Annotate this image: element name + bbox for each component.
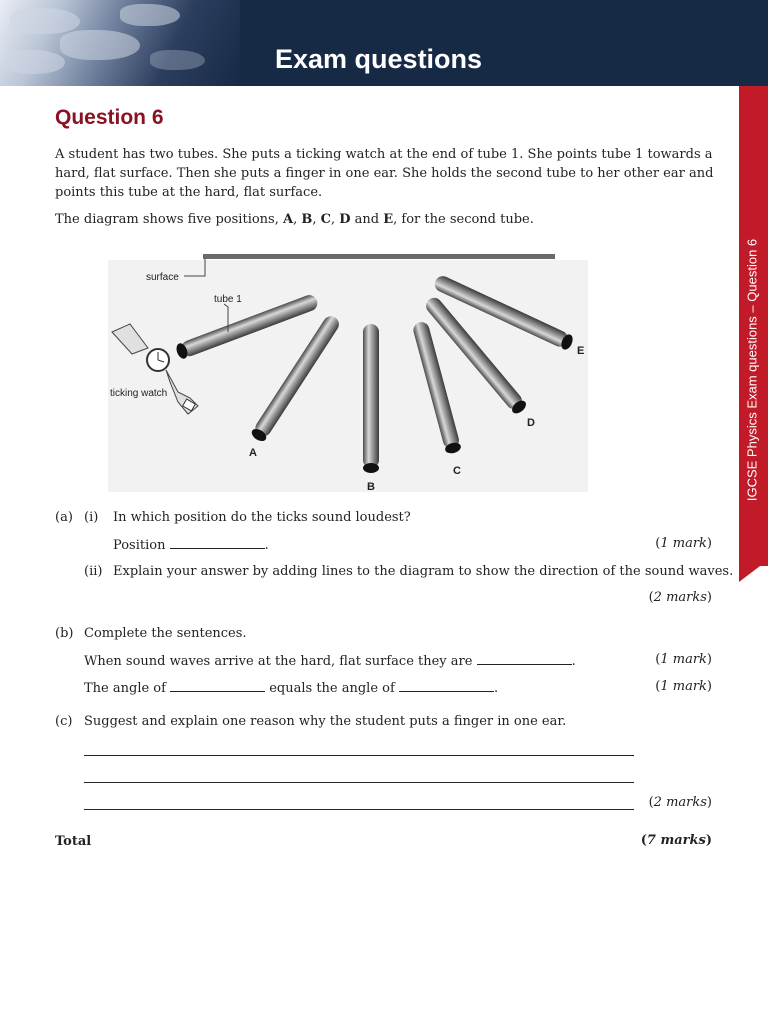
diagram-background xyxy=(108,260,588,492)
position-answer-blank[interactable] xyxy=(170,536,265,549)
part-b-text: Complete the sentences. xyxy=(84,626,247,641)
part-a-i-num: (i) xyxy=(84,510,99,525)
sentence-2-blank-1[interactable] xyxy=(170,679,265,692)
total-marks: (7 marks) xyxy=(640,833,712,848)
answer-line-3[interactable] xyxy=(84,809,634,810)
position-answer-row: Position . xyxy=(113,538,269,553)
marks-b-2: (1 mark) xyxy=(655,679,712,694)
part-a-ii-num: (ii) xyxy=(84,564,103,579)
sentence-1-blank[interactable] xyxy=(477,652,572,665)
sentence-1: When sound waves arrive at the hard, flat surface they are . xyxy=(84,654,576,669)
part-c-text: Suggest and explain one reason why the student puts a finger in one ear. xyxy=(84,714,567,729)
part-c-label: (c) xyxy=(55,714,73,729)
tube-diagram xyxy=(108,252,588,492)
total-label: Total xyxy=(55,834,92,849)
header-banner xyxy=(0,0,768,86)
label-c: C xyxy=(453,465,461,477)
marks-a-i: (1 mark) xyxy=(655,536,712,551)
part-b-label: (b) xyxy=(55,626,74,641)
part-a-ii-text: Explain your answer by adding lines to the diagram to show the direction of the sound waves. xyxy=(113,564,734,579)
question-intro: A student has two tubes. She puts a ticking watch at the end of tube 1. She points tube 1 towards a hard, flat surface. Then she puts a finger in one ear. She holds the second tube to her other ear and points this tube at the hard, flat surface. xyxy=(55,147,714,200)
question-heading: Question 6 xyxy=(55,106,164,129)
position-prefix: Position xyxy=(113,538,166,553)
marks-a-ii: (2 marks) xyxy=(648,590,712,605)
answer-line-1[interactable] xyxy=(84,755,634,756)
sentence-2-blank-2[interactable] xyxy=(399,679,494,692)
side-tab-text: IGCSE Physics Exam questions – Question 6 xyxy=(744,238,760,502)
marks-b-1: (1 mark) xyxy=(655,652,712,667)
answer-line-2[interactable] xyxy=(84,782,634,783)
label-a: A xyxy=(249,447,257,459)
surface-label: surface xyxy=(146,272,179,283)
page-title: Exam questions xyxy=(275,44,483,74)
marks-c: (2 marks) xyxy=(648,795,712,810)
part-a-i-text: In which position do the ticks sound loudest? xyxy=(113,510,411,525)
hard-surface xyxy=(203,254,555,259)
tube-1-label: tube 1 xyxy=(214,294,242,305)
header-photo xyxy=(0,0,240,86)
diagram-intro: The diagram shows five positions, A, B, C, D and E, for the second tube. xyxy=(55,212,534,227)
label-e: E xyxy=(577,345,585,357)
side-tab-tip xyxy=(739,560,768,582)
part-a-label: (a) xyxy=(55,510,73,525)
label-b: B xyxy=(367,481,375,492)
tube-b xyxy=(363,324,379,473)
label-d: D xyxy=(527,417,535,429)
sentence-2: The angle of equals the angle of . xyxy=(84,681,499,696)
watch-label: ticking watch xyxy=(110,388,168,399)
